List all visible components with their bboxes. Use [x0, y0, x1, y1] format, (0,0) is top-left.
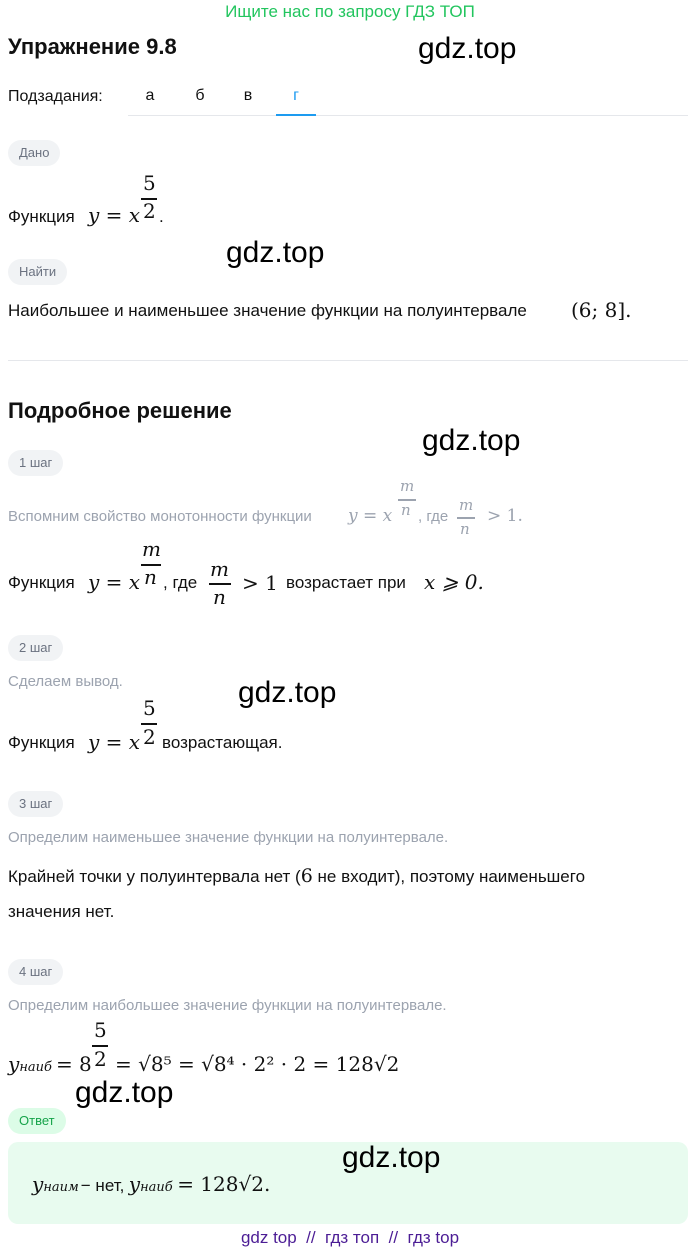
tab-b[interactable]: б — [195, 87, 205, 104]
find-interval: (6; 8]. — [571, 298, 632, 322]
page-title: Упражнение 9.8 — [8, 34, 177, 59]
step1-hint: Вспомним свойство монотонности функции — [8, 508, 312, 525]
step2-line-formula: y = x — [88, 730, 141, 754]
step1-line-formula: y = x — [88, 570, 141, 594]
step1-hint-end: > 1. — [487, 506, 523, 526]
given-prefix: Функция — [8, 207, 75, 226]
answer-y2-sub: наиб — [140, 1180, 173, 1195]
step2-line-text: возрастающая. — [162, 733, 283, 752]
given-exp-num: 5 — [143, 171, 156, 195]
step4-equation — [8, 1052, 92, 1076]
step1-line-exp-num: m — [142, 537, 161, 561]
step1-line-cond: x ⩾ 0. — [424, 570, 484, 594]
watermark: gdz.top — [238, 676, 337, 709]
answer-y1-sub: наим — [43, 1180, 79, 1195]
watermark: gdz.top — [342, 1141, 441, 1174]
find-text: Наибольшее и наименьшее значение функции на полуинтервале — [8, 301, 527, 320]
watermark: gdz.top — [75, 1076, 174, 1109]
step1-hint-mid: , где — [418, 508, 449, 525]
footer-links[interactable]: gdz top // гдз топ // гдз top — [240, 1228, 460, 1247]
step1-hint-exp-num: m — [400, 477, 415, 495]
tab-g[interactable]: г — [276, 78, 316, 116]
step2-badge: 2 шаг — [8, 635, 63, 661]
given-badge: Дано — [8, 140, 60, 166]
step1-line-text: возрастает при — [286, 573, 406, 592]
answer-dash-text: − нет, — [80, 1176, 125, 1195]
step1-hint-frac-num: m — [459, 496, 474, 514]
tab-a[interactable]: а — [145, 87, 155, 104]
answer-value: = 128√2. — [177, 1172, 271, 1196]
step1-badge: 1 шаг — [8, 450, 63, 476]
step4-y-sub: наиб — [19, 1060, 52, 1075]
step3-badge: 3 шаг — [8, 791, 63, 817]
subtask-tabs — [128, 78, 688, 116]
answer-text — [32, 1172, 270, 1196]
answer-y1: y — [32, 1172, 44, 1196]
step1-line-frac-den: n — [213, 585, 226, 609]
step1-line-mid: , где — [163, 573, 198, 592]
step2-line-prefix: Функция — [8, 733, 75, 752]
step3-line2: значения нет. — [8, 902, 115, 921]
given-exp-den: 2 — [143, 199, 156, 223]
step3-hint: Определим наименьшее значение функции на полуинтервале. — [8, 829, 449, 846]
watermark: gdz.top — [226, 236, 325, 269]
step1-hint-formula: y = x — [348, 506, 393, 526]
answer-y2: y — [128, 1172, 141, 1196]
step2-line-exp-num: 5 — [143, 696, 156, 720]
subtasks-label: Подзадания: — [8, 88, 103, 105]
step1-line-gt: > 1 — [242, 571, 278, 595]
step3-line1-b: не входит), поэтому наименьшего — [312, 867, 586, 886]
step4-y: y — [8, 1052, 20, 1076]
step4-exp-num: 5 — [94, 1018, 107, 1042]
answer-badge: Ответ — [8, 1108, 66, 1134]
step1-hint-frac-den: n — [460, 520, 470, 538]
step3-line1 — [8, 865, 585, 887]
step3-line1-num: 6 — [300, 865, 313, 887]
step2-hint: Сделаем вывод. — [8, 673, 123, 690]
step4-badge: 4 шаг — [8, 959, 63, 985]
find-badge: Найти — [8, 259, 67, 285]
divider — [8, 360, 688, 361]
step1-hint-exp-den: n — [401, 501, 411, 519]
step4-hint: Определим наибольшее значение функции на полуинтервале. — [8, 997, 447, 1014]
step1-hint-frac-bar — [457, 517, 475, 519]
step1-line-exp-den: n — [144, 565, 157, 589]
step1-line-frac-num: m — [210, 557, 229, 581]
step4-eq-base: = 8 — [55, 1052, 92, 1076]
step3-line1-a: Крайней точки у полуинтервала нет ( — [8, 867, 301, 886]
watermark: gdz.top — [418, 32, 517, 65]
step4-exp-den: 2 — [94, 1047, 107, 1071]
step2-line-exp-den: 2 — [143, 725, 156, 749]
promo-banner[interactable]: Ищите нас по запросу ГДЗ ТОП — [225, 2, 475, 21]
watermark: gdz.top — [422, 424, 521, 457]
step1-line-prefix: Функция — [8, 573, 75, 592]
given-formula-lhs: y = x — [88, 203, 141, 227]
step4-eq-rest: = √8⁵ = √8⁴ · 2² · 2 = 128√2 — [115, 1052, 400, 1076]
tab-v[interactable]: в — [243, 87, 253, 104]
given-end: . — [159, 207, 164, 226]
solution-title: Подробное решение — [8, 398, 232, 423]
